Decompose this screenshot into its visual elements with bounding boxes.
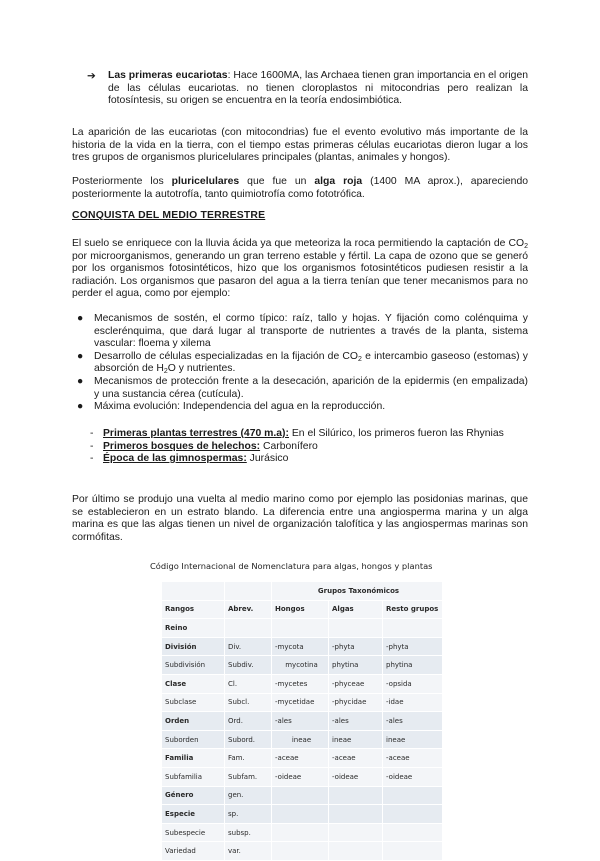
table-cell: Fam. <box>225 749 272 768</box>
table-cell: -phycidae <box>329 693 383 712</box>
timeline-text: Carbonífero <box>260 440 318 452</box>
table-cell: subsp. <box>225 823 272 842</box>
table-cell: -mycota <box>272 637 329 656</box>
table-cell <box>329 842 383 861</box>
list-item <box>72 376 528 401</box>
table-cell <box>272 842 329 861</box>
paragraph-eukaryote-event: La aparición de las eucariotas (con mitocondrias) fue el evento evolutivo más importante de la historia de la vida en la tierra, con el tiempo estas primeras células eucariotas dieron lugar a los tres grupos de organismos pluricelulares principales (plantas, animales y hongos). <box>72 127 528 164</box>
paragraph-soil <box>72 238 528 301</box>
table-cell: var. <box>225 842 272 861</box>
table-cell <box>162 582 225 600</box>
pluricellular-text-2: que fue un <box>239 176 315 187</box>
table-cell: -phyceae <box>329 674 383 693</box>
column-header: Resto grupos <box>383 600 443 619</box>
timeline-term: Primeras plantas terrestres (470 m.a): <box>103 428 289 439</box>
mechanism-text: Máxima evolución: Independencia del agua en la reproducción. <box>94 401 386 413</box>
table-cell: -aceae <box>272 749 329 768</box>
table-cell: sp. <box>225 805 272 824</box>
table-cell: Subclase <box>162 693 225 712</box>
timeline-list <box>72 428 528 466</box>
red-alga-term: alga roja <box>314 176 363 187</box>
table-cell <box>383 805 443 824</box>
bullet-icon: ● <box>77 313 84 324</box>
table-cell: gen. <box>225 786 272 805</box>
column-header: Abrev. <box>225 600 272 619</box>
table-cell: Subcl. <box>225 693 272 712</box>
table-cell: Reino <box>162 619 225 638</box>
table-cell <box>272 619 329 638</box>
dash-marker: - <box>90 440 94 452</box>
table-cell: Subord. <box>225 730 272 749</box>
column-header: Hongos <box>272 600 329 619</box>
soil-text-2: por microorganismos, generando un gran terreno estable y fértil. La capa de ozono que se generó por los organismos fotosintéticos, hizo que los organismos fotosintéticos pudiesen resistir a la radiación. Los organismos que pasaron del agua a la tierra tenían que tener mecanismos para no perder el agua, como por ejemplo: <box>72 250 528 300</box>
co2-subscript: 2 <box>524 243 528 250</box>
table-cell: División <box>162 637 225 656</box>
table-cell: -phyta <box>383 637 443 656</box>
table-cell: -opsida <box>383 674 443 693</box>
table-cell <box>329 823 383 842</box>
table-cell: Div. <box>225 637 272 656</box>
table-cell: phytina <box>383 656 443 675</box>
dash-marker: - <box>90 453 94 465</box>
table-cell: -aceae <box>329 749 383 768</box>
paragraph-pluricellular <box>72 176 528 201</box>
table-cell <box>272 805 329 824</box>
table-cell: -phyta <box>329 637 383 656</box>
eukaryotes-description: : Hace 1600MA, las Archaea tienen gran importancia en el origen de las células eucariotas. no tienen cloroplastos ni mitocondrias pero realizan la fotosíntesis, su origen se encuentra en la teoría endosimbiótica. <box>108 70 528 107</box>
dash-marker: - <box>90 428 94 439</box>
nomenclature-figure <box>148 561 453 856</box>
timeline-text: En el Silúrico, los primeros fueron las Rhynias <box>288 428 504 439</box>
table-cell <box>383 786 443 805</box>
table-cell: Variedad <box>162 842 225 861</box>
table-cell <box>383 823 443 842</box>
table-cell: -oideae <box>383 767 443 786</box>
bullet-icon: ● <box>77 350 84 362</box>
table-row <box>162 730 443 749</box>
mechanism-text: e intercambio gaseoso (estomas) y absorción de H <box>94 350 528 375</box>
table-cell: phytina <box>329 656 383 675</box>
table-cell <box>272 786 329 805</box>
bullet-icon: ● <box>77 375 84 387</box>
table-cell: -ales <box>383 712 443 731</box>
table-cell: Género <box>162 786 225 805</box>
list-item <box>72 428 528 441</box>
table-cell: -idae <box>383 693 443 712</box>
eukaryotes-text <box>108 70 528 108</box>
list-item <box>72 401 528 414</box>
table-cell: -mycetes <box>272 674 329 693</box>
list-item <box>72 313 528 351</box>
table-cell: Cl. <box>225 674 272 693</box>
table-cell <box>383 619 443 638</box>
table-cell: -oideae <box>272 767 329 786</box>
pluricellular-text-3: (1400 MA aprox.), apareciendo posteriormente la autotrofía, tanto quimiotrofía como fototrófica. <box>72 176 528 200</box>
table-cell: Subespecie <box>162 823 225 842</box>
list-item <box>72 453 528 466</box>
mechanism-text: O y nutrientes. <box>167 363 236 375</box>
table-cell: Familia <box>162 749 225 768</box>
table-cell <box>329 786 383 805</box>
table-row <box>162 842 443 861</box>
table-cell: Ord. <box>225 712 272 731</box>
taxonomy-table <box>162 582 443 861</box>
section-heading: CONQUISTA DEL MEDIO TERRESTRE <box>72 210 266 221</box>
table-cell: -mycetidae <box>272 693 329 712</box>
table-row <box>162 656 443 675</box>
bullet-icon: ● <box>77 401 84 413</box>
table-cell: -ales <box>272 712 329 731</box>
table-cell: Suborden <box>162 730 225 749</box>
co2-subscript: 2 <box>358 355 362 363</box>
pluricellular-text-1: Posteriormente los <box>72 176 172 187</box>
table-cell <box>329 805 383 824</box>
table-cell <box>272 823 329 842</box>
pluricellular-term: pluricelulares <box>171 176 240 187</box>
table-cell: ineae <box>383 730 443 749</box>
table-cell: Subdiv. <box>225 656 272 675</box>
table-cell: -aceae <box>383 749 443 768</box>
table-row <box>162 767 443 786</box>
eukaryotes-arrow-item <box>87 70 528 108</box>
table-row <box>162 693 443 712</box>
table-cell: mycotina <box>272 656 329 675</box>
arrow-icon: ➔ <box>87 71 96 82</box>
list-item <box>72 351 528 376</box>
mechanisms-list <box>72 313 528 414</box>
table-cell: ineae <box>272 730 329 749</box>
table-cell <box>225 582 272 600</box>
table-row <box>162 712 443 731</box>
h2o-subscript: 2 <box>163 368 168 376</box>
timeline-text: Jurásico <box>246 453 289 465</box>
timeline-term: Época de las gimnospermas: <box>103 453 247 465</box>
mechanism-text: Desarrollo de células especializadas en la fijación de CO <box>94 350 359 362</box>
group-header: Grupos Taxonómicos <box>272 582 443 600</box>
table-row <box>162 823 443 842</box>
soil-text-1: El suelo se enriquece con la lluvia ácida ya que meteoriza la roca permitiendo la captación de CO <box>72 238 525 249</box>
table-cell: Orden <box>162 712 225 731</box>
figure-title: Código Internacional de Nomenclatura para algas, hongos y plantas <box>150 561 433 571</box>
table-cell <box>329 619 383 638</box>
table-row <box>162 674 443 693</box>
table-row <box>162 619 443 638</box>
table-row <box>162 805 443 824</box>
eukaryotes-term: Las primeras eucariotas <box>108 70 228 81</box>
list-item <box>72 441 528 454</box>
table-row <box>162 786 443 805</box>
table-cell: -oideae <box>329 767 383 786</box>
mechanism-text: Mecanismos de sostén, el cormo típico: raíz, tallo y hojas. Y fijación como colénquima y esclerénquima, que dará lugar al transporte de nutrientes a través de la planta, sistema vascular: floema y xilema <box>94 313 528 350</box>
timeline-term: Primeros bosques de helechos: <box>103 440 261 452</box>
table-cell: Especie <box>162 805 225 824</box>
paragraph-marine: Por último se produjo una vuelta al medio marino como por ejemplo las posidonias marinas, que se establecieron en un estrato blando. La diferencia entre una angiosperma marina y un alga marina es que las algas tienen un nivel de organización talofítica y las angiospermas marinas son cormófitas. <box>72 494 528 543</box>
table-header-row <box>162 600 443 619</box>
table-row <box>162 749 443 768</box>
table-row <box>162 582 443 600</box>
table-cell: Subfamilia <box>162 767 225 786</box>
mechanism-text: Mecanismos de protección frente a la desecación, aparición de la epidermis (en empalizada) y una sustancia cérea (cutícula). <box>94 375 528 400</box>
table-cell: Clase <box>162 674 225 693</box>
column-header: Rangos <box>162 600 225 619</box>
table-cell: -ales <box>329 712 383 731</box>
table-cell: ineae <box>329 730 383 749</box>
table-cell: Subdivisión <box>162 656 225 675</box>
table-cell <box>383 842 443 861</box>
table-cell <box>225 619 272 638</box>
column-header: Algas <box>329 600 383 619</box>
table-row <box>162 637 443 656</box>
table-cell: Subfam. <box>225 767 272 786</box>
